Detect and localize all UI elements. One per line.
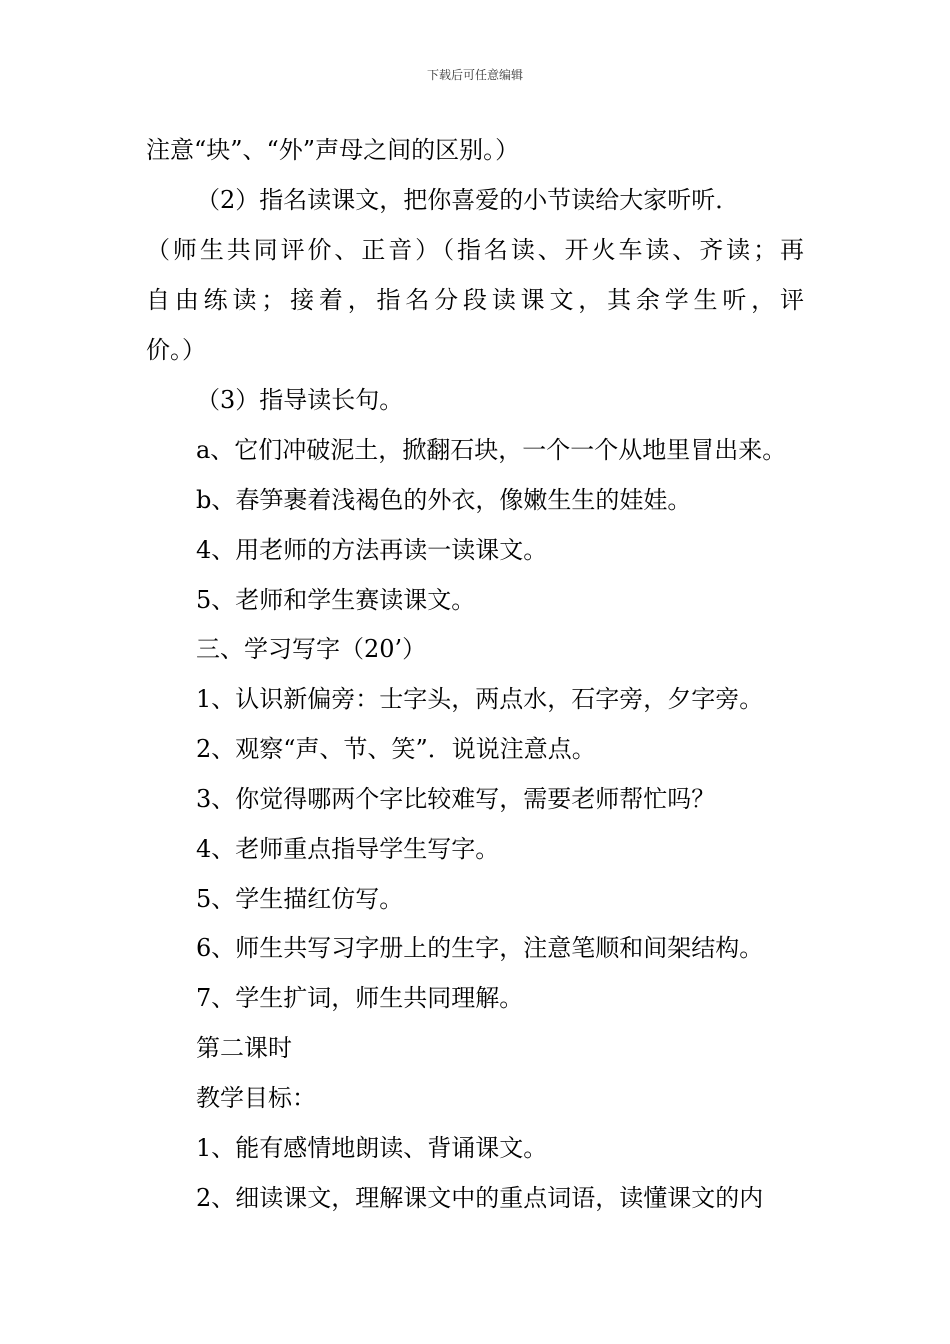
text-line: 4、用老师的方法再读一读课文。 <box>196 536 548 564</box>
text-line: （3）指导读长句。 <box>196 386 404 414</box>
text-line: 1、能有感情地朗读、背诵课文。 <box>196 1134 548 1162</box>
text-line: 7、学生扩词，师生共同理解。 <box>196 984 524 1012</box>
text-line: 3、你觉得哪两个字比较难写，需要老师帮忙吗？ <box>196 785 716 813</box>
text-line: 6、师生共写习字册上的生字，注意笔顺和间架结构。 <box>196 934 764 962</box>
text-line: （2）指名读课文，把你喜爱的小节读给大家听听． <box>196 186 740 214</box>
text-line: b、春笋裹着浅褐色的外衣，像嫩生生的娃娃。 <box>196 486 692 514</box>
text-line: 价。） <box>146 336 206 364</box>
page-header: 下载后可任意编辑 <box>426 68 523 82</box>
text-line: 自由练读；接着，指名分段读课文，其余学生听，评 <box>146 286 804 314</box>
text-line: 2、观察“声、节、笑”．说说注意点。 <box>196 735 596 763</box>
text-line: 注意“块”、“外”声母之间的区别。） <box>146 136 520 164</box>
text-line: 教学目标： <box>196 1084 316 1112</box>
text-line: （师生共同评价、正音）（指名读、开火车读、齐读；再 <box>146 236 804 264</box>
text-line: 1、认识新偏旁：士字头，两点水，石字旁，夕字旁。 <box>196 685 764 713</box>
text-line: 5、老师和学生赛读课文。 <box>196 586 476 614</box>
section-heading: 三、学习写字（20’） <box>196 635 427 663</box>
text-line: 2、细读课文，理解课文中的重点词语，读懂课文的内 <box>196 1184 764 1212</box>
section-heading: 第二课时 <box>196 1034 292 1062</box>
text-line: 5、学生描红仿写。 <box>196 885 404 913</box>
text-line: a、它们冲破泥土，掀翻石块，一个一个从地里冒出来。 <box>196 436 787 464</box>
text-line: 4、老师重点指导学生写字。 <box>196 835 500 863</box>
